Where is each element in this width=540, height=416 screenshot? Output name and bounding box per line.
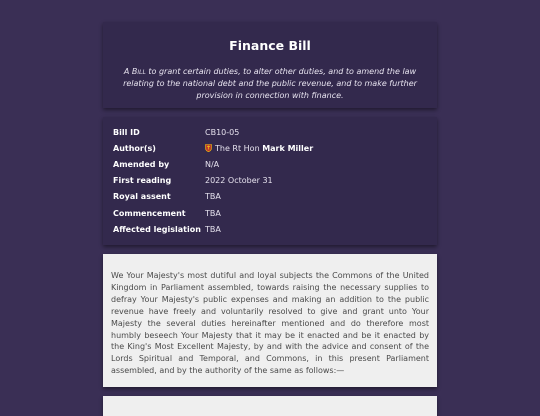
info-row-affected-legislation: [113, 221, 313, 237]
bill-long-title: [121, 66, 419, 102]
info-value: TBA: [205, 224, 221, 234]
info-label: Affected legislation: [113, 224, 201, 234]
info-row-amended-by: [113, 156, 313, 172]
info-value: N/A: [205, 159, 220, 169]
bill-title: Finance Bill: [229, 38, 311, 53]
info-value: [205, 140, 313, 156]
author-prefix: The Rt Hon: [215, 143, 260, 153]
preamble-card: [103, 254, 437, 387]
info-row-first-reading: [113, 173, 313, 189]
info-value: CB10-05: [205, 127, 240, 137]
bill-description-prefix: A Bill: [123, 67, 146, 76]
bill-title-card: [103, 22, 437, 108]
bill-description: to grant certain duties, to alter other duties, and to amend the law relating to the national debt and the public revenue, and to make further provision in connection with finance.: [123, 67, 417, 100]
next-section-card: [103, 396, 437, 416]
info-value: TBA: [205, 208, 221, 218]
info-label: Royal assent: [113, 192, 171, 202]
info-label: Amended by: [113, 159, 170, 169]
info-row-authors: [113, 140, 313, 156]
info-row-bill-id: [113, 124, 313, 140]
author-name-link[interactable]: Mark Miller: [262, 143, 314, 153]
info-label: Author(s): [113, 143, 156, 153]
info-value: 2022 October 31: [205, 176, 273, 186]
bill-info-table: [113, 124, 313, 237]
info-row-royal-assent: [113, 189, 313, 205]
info-label: First reading: [113, 176, 172, 186]
bill-info-card: [103, 117, 437, 245]
info-row-commencement: [113, 205, 313, 221]
info-value: TBA: [205, 192, 221, 202]
crest-icon: [205, 144, 212, 152]
info-label: Commencement: [113, 208, 186, 218]
info-label: Bill ID: [113, 127, 140, 137]
preamble-text: We Your Majesty's most dutiful and loyal subjects the Commons of the United Kingdom in Parliament assembled, towards raising the necessary supplies to defray Your Majesty's public expenses and making an addition to the public revenue have freely and voluntarily resolved to give and grant unto Your Majesty the several duties hereinafter mentioned and do therefore most humbly beseech Your Majesty that it may be it enacted and be it enacted by the King's Most Excellent Majesty, by and with the advice and consent of the Lords Spiritual and Temporal, and Commons, in this present Parliament assembled, and by the authority of the same as follows:—: [111, 271, 429, 376]
